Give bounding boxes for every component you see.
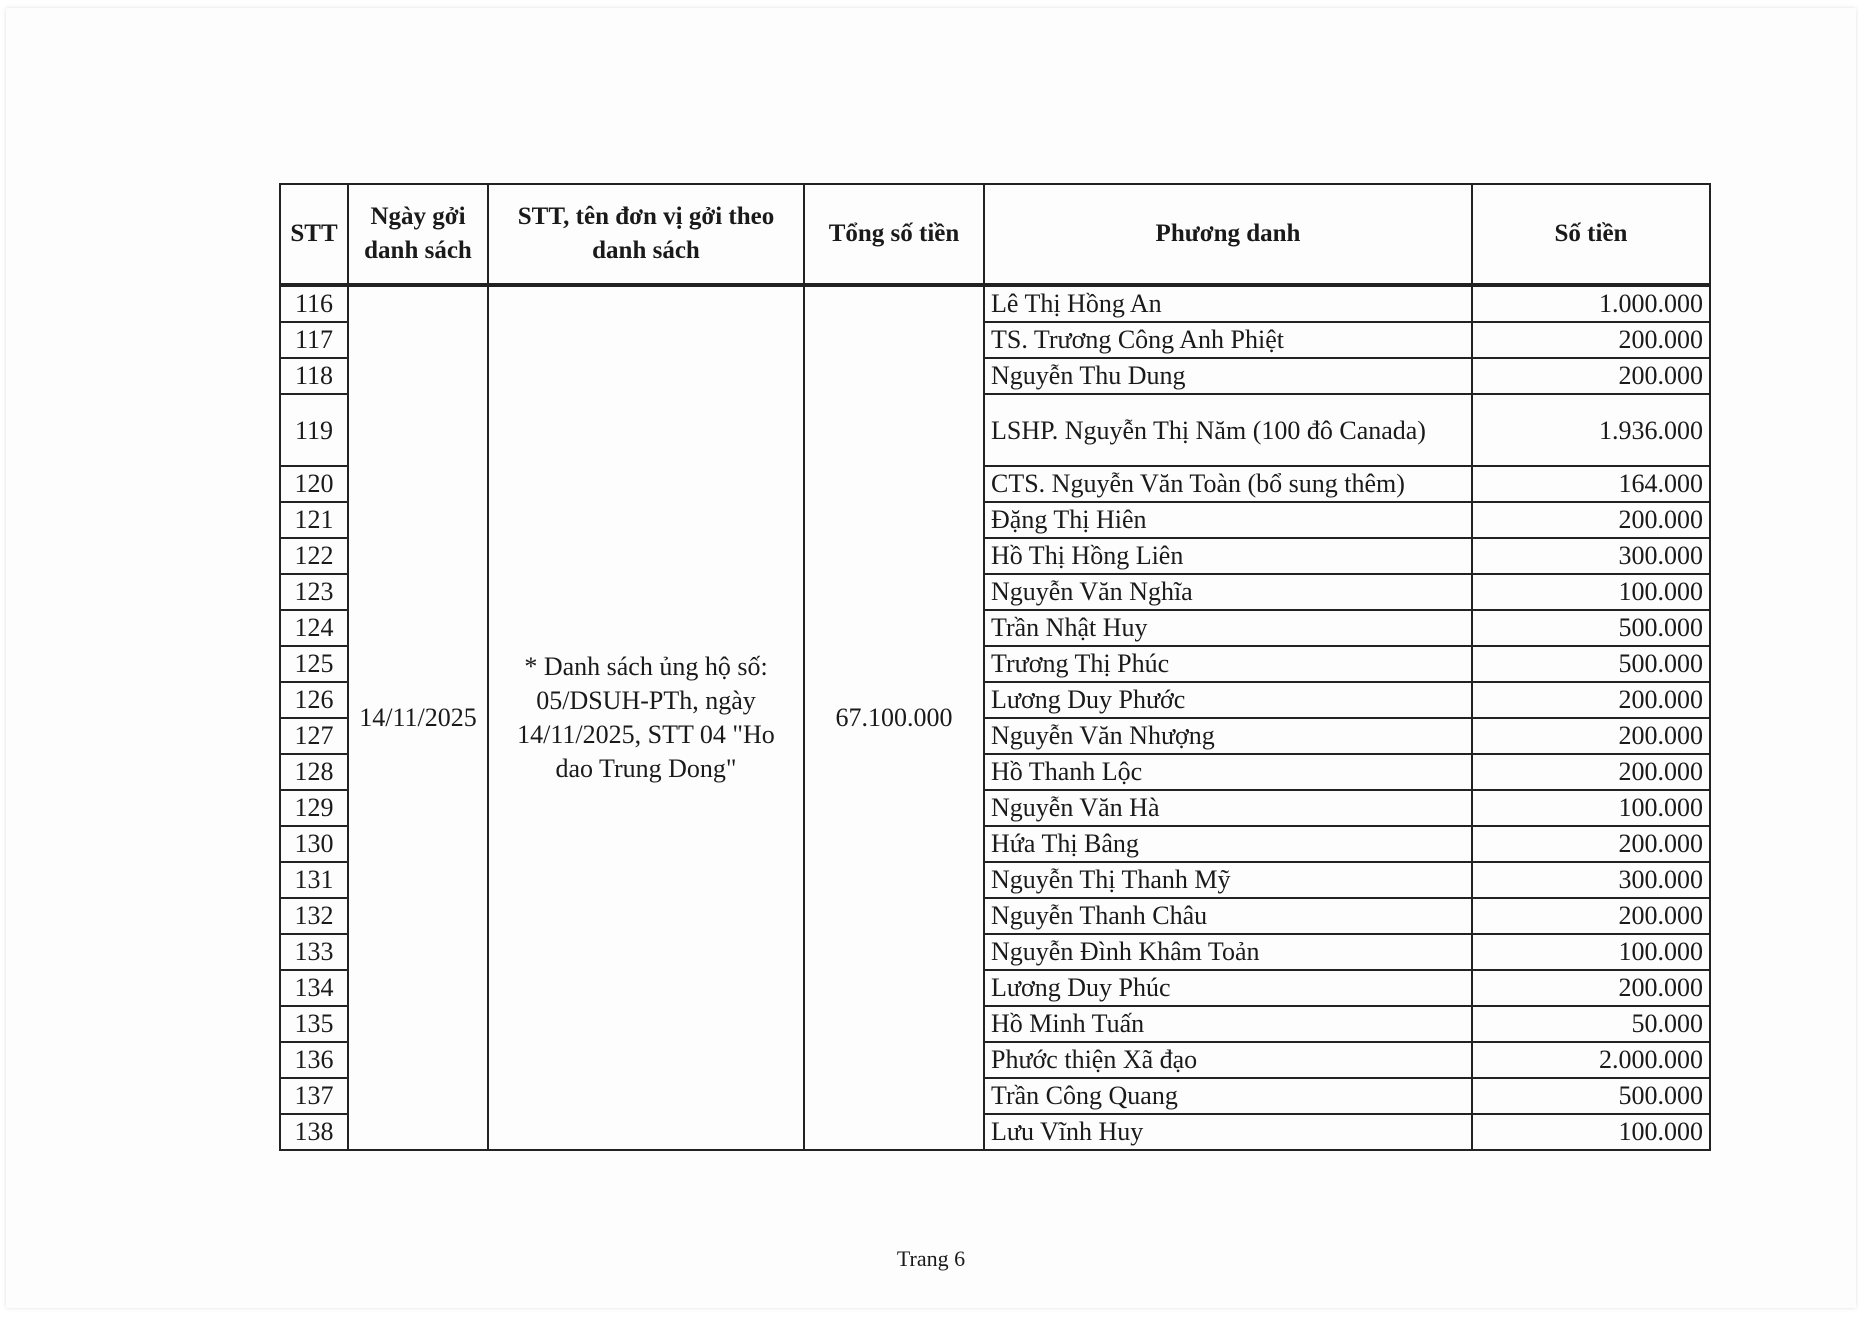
row-stt: 133 <box>280 934 348 970</box>
row-name: Hứa Thị Bâng <box>984 826 1472 862</box>
row-name: TS. Trương Công Anh Phiệt <box>984 322 1472 358</box>
row-name: Lương Duy Phước <box>984 682 1472 718</box>
row-name: Lê Thị Hồng An <box>984 285 1472 322</box>
row-stt: 126 <box>280 682 348 718</box>
row-stt: 135 <box>280 1006 348 1042</box>
row-stt: 116 <box>280 285 348 322</box>
row-amount: 2.000.000 <box>1472 1042 1710 1078</box>
row-stt: 129 <box>280 790 348 826</box>
row-amount: 200.000 <box>1472 970 1710 1006</box>
row-name: Nguyễn Văn Nghĩa <box>984 574 1472 610</box>
row-stt: 121 <box>280 502 348 538</box>
row-name: Nguyễn Văn Hà <box>984 790 1472 826</box>
row-name: Hồ Thanh Lộc <box>984 754 1472 790</box>
row-amount: 164.000 <box>1472 466 1710 502</box>
row-name: Nguyễn Thị Thanh Mỹ <box>984 862 1472 898</box>
row-amount: 200.000 <box>1472 718 1710 754</box>
row-amount: 200.000 <box>1472 898 1710 934</box>
row-amount: 500.000 <box>1472 1078 1710 1114</box>
row-name: Đặng Thị Hiên <box>984 502 1472 538</box>
group-date: 14/11/2025 <box>348 285 488 1150</box>
row-stt: 120 <box>280 466 348 502</box>
donation-table <box>279 183 1711 1151</box>
row-stt: 125 <box>280 646 348 682</box>
header-name: Phương danh <box>984 184 1472 285</box>
row-stt: 132 <box>280 898 348 934</box>
header-amount: Số tiền <box>1472 184 1710 285</box>
row-amount: 200.000 <box>1472 322 1710 358</box>
row-name: Phước thiện Xã đạo <box>984 1042 1472 1078</box>
row-name: Trần Nhật Huy <box>984 610 1472 646</box>
row-name: Trương Thị Phúc <box>984 646 1472 682</box>
row-stt: 123 <box>280 574 348 610</box>
row-amount: 500.000 <box>1472 646 1710 682</box>
row-amount: 100.000 <box>1472 574 1710 610</box>
row-stt: 124 <box>280 610 348 646</box>
row-stt: 137 <box>280 1078 348 1114</box>
row-name: Hồ Minh Tuấn <box>984 1006 1472 1042</box>
row-stt: 117 <box>280 322 348 358</box>
row-name: Lưu Vĩnh Huy <box>984 1114 1472 1150</box>
row-stt: 122 <box>280 538 348 574</box>
row-amount: 100.000 <box>1472 934 1710 970</box>
header-total: Tổng số tiền <box>804 184 984 285</box>
page-number: Trang 6 <box>896 1246 966 1271</box>
row-name: Hồ Thị Hồng Liên <box>984 538 1472 574</box>
row-name: LSHP. Nguyễn Thị Năm (100 đô Canada) <box>984 394 1472 466</box>
row-stt: 128 <box>280 754 348 790</box>
row-amount: 1.000.000 <box>1472 285 1710 322</box>
row-stt: 130 <box>280 826 348 862</box>
row-name: Nguyễn Đình Khâm Toản <box>984 934 1472 970</box>
group-unit: * Danh sách ủng hộ số: 05/DSUH-PTh, ngày 14/11/2025, STT 04 "Ho dao Trung Dong" <box>488 285 804 1150</box>
table-row <box>280 285 1710 322</box>
row-stt: 118 <box>280 358 348 394</box>
row-stt: 127 <box>280 718 348 754</box>
row-amount: 300.000 <box>1472 538 1710 574</box>
row-name: Nguyễn Văn Nhượng <box>984 718 1472 754</box>
document-page <box>6 8 1856 1308</box>
row-amount: 200.000 <box>1472 826 1710 862</box>
group-total: 67.100.000 <box>804 285 984 1150</box>
table-header-row <box>280 184 1710 285</box>
row-stt: 119 <box>280 394 348 466</box>
row-stt: 131 <box>280 862 348 898</box>
row-amount: 300.000 <box>1472 862 1710 898</box>
row-amount: 100.000 <box>1472 790 1710 826</box>
table-body <box>280 285 1710 1150</box>
row-amount: 200.000 <box>1472 754 1710 790</box>
row-amount: 200.000 <box>1472 682 1710 718</box>
row-name: CTS. Nguyễn Văn Toàn (bổ sung thêm) <box>984 466 1472 502</box>
row-amount: 500.000 <box>1472 610 1710 646</box>
row-stt: 136 <box>280 1042 348 1078</box>
row-name: Lương Duy Phúc <box>984 970 1472 1006</box>
row-amount: 100.000 <box>1472 1114 1710 1150</box>
header-unit: STT, tên đơn vị gởi theo danh sách <box>488 184 804 285</box>
row-stt: 138 <box>280 1114 348 1150</box>
row-name: Nguyễn Thu Dung <box>984 358 1472 394</box>
row-name: Trần Công Quang <box>984 1078 1472 1114</box>
header-stt: STT <box>280 184 348 285</box>
row-amount: 50.000 <box>1472 1006 1710 1042</box>
row-amount: 200.000 <box>1472 358 1710 394</box>
row-amount: 200.000 <box>1472 502 1710 538</box>
row-stt: 134 <box>280 970 348 1006</box>
row-amount: 1.936.000 <box>1472 394 1710 466</box>
header-date: Ngày gởi danh sách <box>348 184 488 285</box>
row-name: Nguyễn Thanh Châu <box>984 898 1472 934</box>
